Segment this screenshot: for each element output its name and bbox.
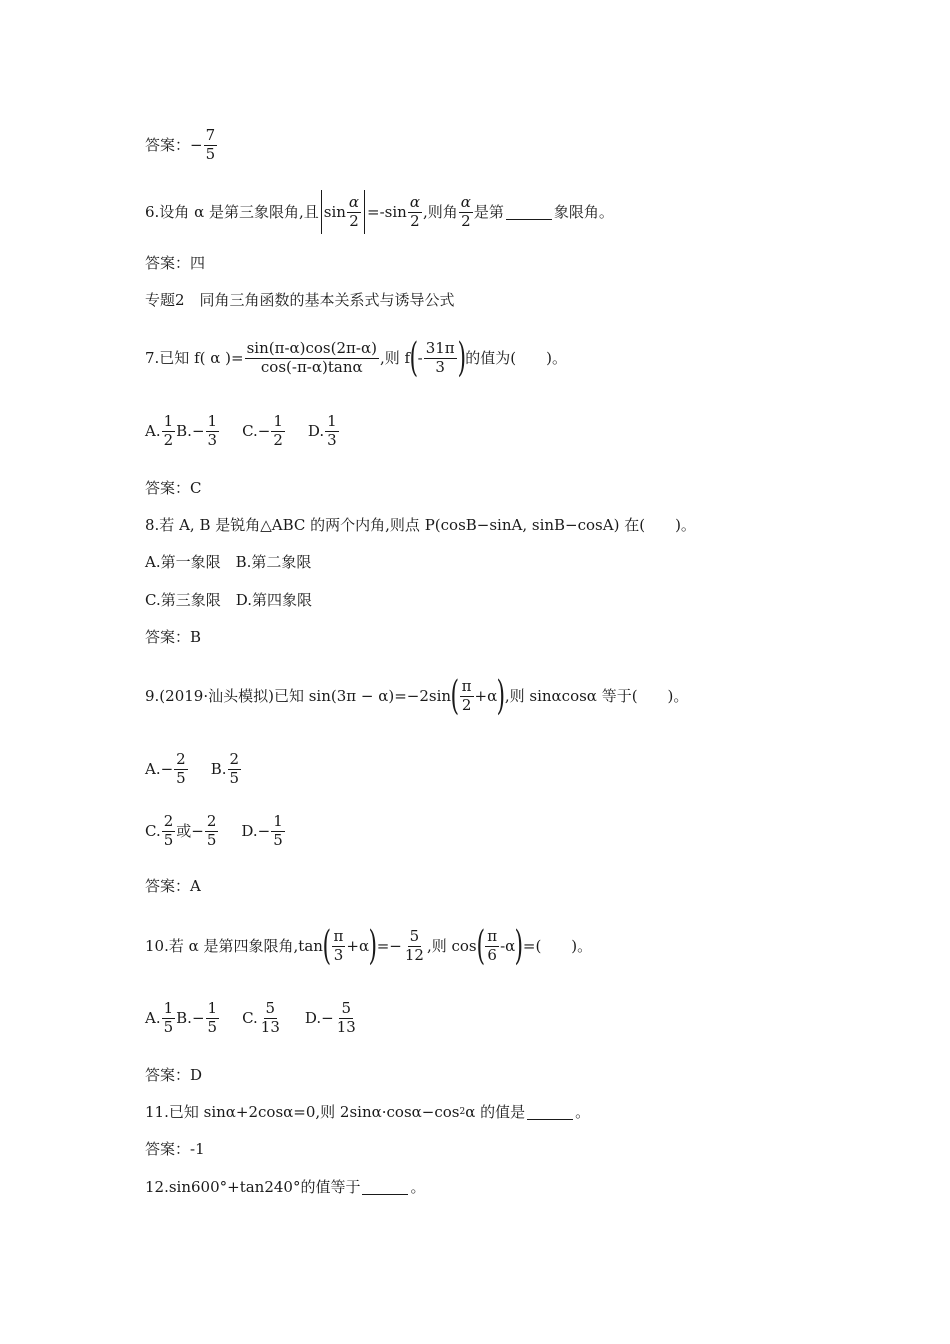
answer-7: 答案：C (145, 479, 202, 497)
fraction: $\frac{\alpha}{2}$ (460, 192, 471, 230)
answer-10: 答案：D (145, 1066, 203, 1084)
answer-5: 答案： − $\frac{7}{5}$ (145, 126, 216, 163)
question-9: 9.(2019·汕头模拟)已知 sin(3π − α)=−2sin ( $\frac{\pi}{2}$ +α ) ,则 sinαcosα 等于( )。 (145, 673, 689, 719)
question-6: 6.设角 α 是第三象限角,且 sin $\frac{\alpha}{2}$ =-sin $\frac{\alpha}{2}$ ,则角 $\frac{\alpha}{2}$ 是第 象限角。 (145, 190, 910, 234)
topic-heading: 专题2 同角三角函数的基本关系式与诱导公式 (145, 291, 455, 309)
question-7: 7.已知 f( α )= $\frac{\sin(\pi-\alpha)\cos(2\pi-\alpha)}{\cos(-\pi-\alpha)\tan\alpha}$ ,则 f ( - $\frac{31\pi}{3}$ ) 的值为( )。 (145, 335, 567, 381)
question-12: 12.sin600°+tan240°的值等于 。 (145, 1178, 426, 1196)
fraction: $\frac{1}{2}$ (273, 412, 283, 449)
fraction: $\frac{\sin(\pi-\alpha)\cos(2\pi-\alpha)}{\cos(-\pi-\alpha)\tan\alpha}$ (246, 338, 377, 376)
question-7-options: A. $\frac{1}{2}$ B.− $\frac{1}{3}$ C.− $\frac{1}{2}$ D. $\frac{1}{3}$ (145, 412, 337, 449)
answer-8: 答案：B (145, 628, 202, 646)
answer-6: 答案：四 (145, 254, 206, 272)
abs-bar-right (364, 190, 365, 234)
paren-left: ( (409, 335, 419, 381)
fraction: $\frac{7}{5}$ (205, 126, 216, 163)
paren-right: ) (496, 673, 506, 719)
fraction: $\frac{1}{5}$ (207, 999, 218, 1036)
fraction: $\frac{5}{13}$ (260, 999, 280, 1036)
answer-11: 答案：-1 (145, 1140, 205, 1158)
fraction: $\frac{31\pi}{3}$ (425, 338, 455, 376)
fraction: $\frac{\pi}{6}$ (487, 926, 498, 964)
answer-9: 答案：A (145, 877, 201, 895)
fraction: $\frac{1}{3}$ (327, 412, 337, 449)
fraction: $\frac{1}{5}$ (163, 999, 174, 1036)
question-9-options-cd: C. $\frac{2}{5}$ 或− $\frac{2}{5}$ D.− $\frac{1}{5}$ (145, 812, 283, 849)
paren-left: ( (450, 673, 460, 719)
fraction: $\frac{5}{13}$ (336, 999, 356, 1036)
paren-right: ) (514, 923, 524, 969)
abs-bar-left (321, 190, 322, 234)
paren-left: ( (322, 923, 332, 969)
fraction: $\frac{1}{2}$ (163, 412, 174, 449)
fraction: $\frac{\pi}{3}$ (333, 926, 344, 964)
question-8-options-ab: A.第一象限 B.第二象限 (145, 553, 312, 571)
fraction: $\frac{\alpha}{2}$ (409, 192, 420, 230)
fraction: $\frac{2}{5}$ (176, 750, 186, 787)
fraction: $\frac{5}{12}$ (404, 926, 424, 964)
fraction: $\frac{\pi}{2}$ (461, 676, 472, 714)
fraction: $\frac{2}{5}$ (163, 812, 174, 849)
paren-right: ) (457, 335, 466, 381)
fraction: $\frac{2}{5}$ (206, 812, 217, 849)
question-10-options: A. $\frac{1}{5}$ B.− $\frac{1}{5}$ C. $\frac{5}{13}$ D.− $\frac{5}{13}$ (145, 999, 356, 1036)
question-9-options-ab: A.− $\frac{2}{5}$ B. $\frac{2}{5}$ (145, 750, 240, 787)
question-11: 11.已知 sinα+2cosα=0,则 2sinα·cosα−cos 2 α 的值是 。 (145, 1103, 591, 1121)
question-8-options-cd: C.第三象限 D.第四象限 (145, 591, 312, 609)
answer-blank[interactable] (506, 205, 552, 220)
fraction: $\frac{\alpha}{2}$ (348, 192, 360, 230)
answer-blank[interactable] (527, 1105, 573, 1120)
question-8: 8.若 A, B 是锐角△ABC 的两个内角,则点 P(cosB−sinA, sinB−cosA) 在( )。 (145, 516, 696, 534)
question-10: 10.若 α 是第四象限角,tan ( $\frac{\pi}{3}$ +α ) =− $\frac{5}{12}$ ,则 cos ( $\frac{\pi}{6}$ -α ) =( )。 (145, 923, 593, 969)
fraction: $\frac{1}{5}$ (273, 812, 283, 849)
paren-right: ) (368, 923, 378, 969)
fraction: $\frac{1}{3}$ (207, 412, 218, 449)
answer-blank[interactable] (362, 1180, 408, 1195)
paren-left: ( (476, 923, 485, 969)
fraction: $\frac{2}{5}$ (229, 750, 240, 787)
